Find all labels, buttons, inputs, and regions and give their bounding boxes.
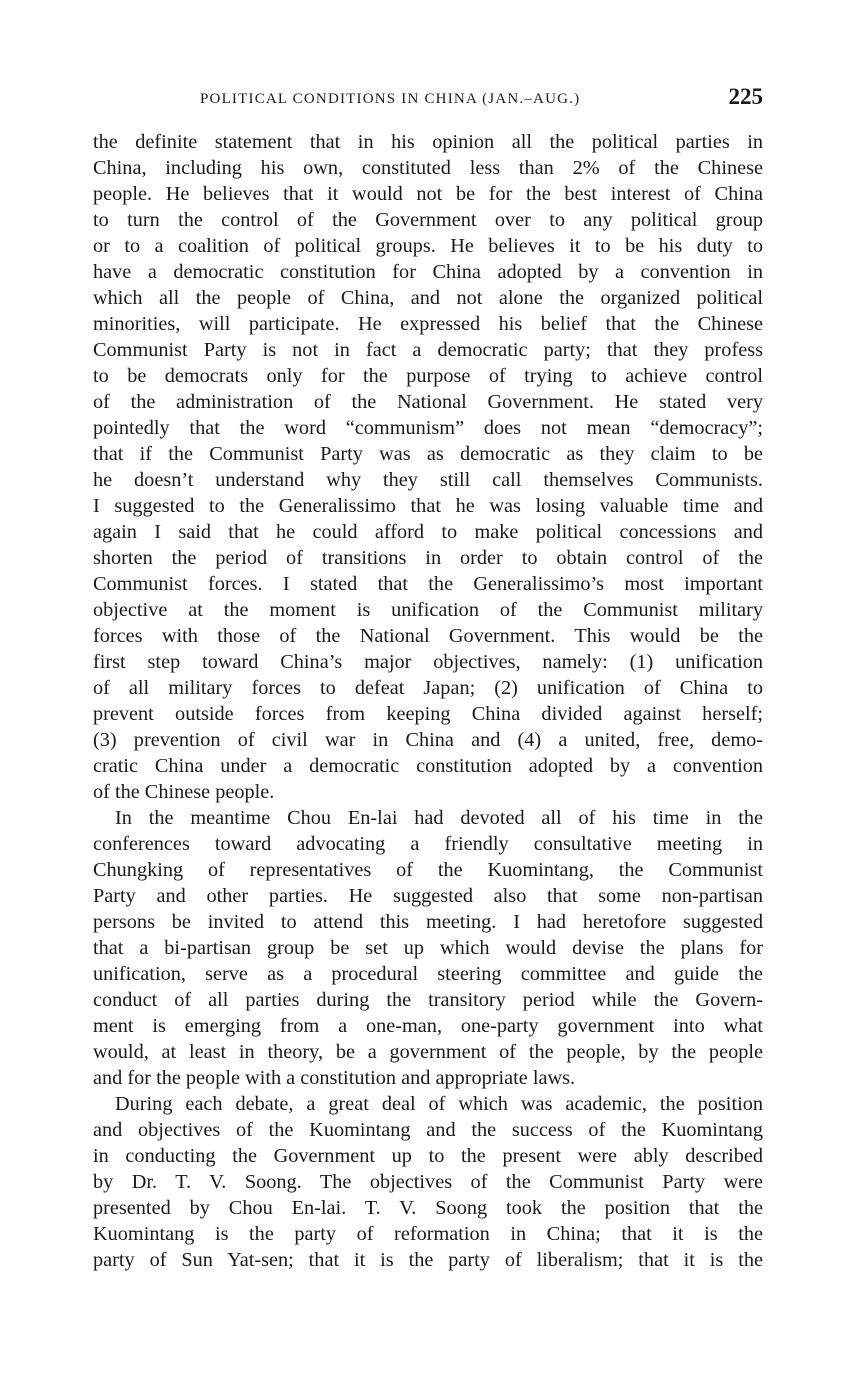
text-line: persons be invited to attend this meeting. I had heretofore suggested	[93, 911, 763, 933]
text-line: people. He believes that it would not be for the best interest of China	[93, 183, 763, 205]
text-line: that a bi-partisan group be set up which would devise the plans for	[93, 937, 763, 959]
text-line: Communist forces. I stated that the Generalissimo’s most important	[93, 573, 763, 595]
text-line: Party and other parties. He suggested also that some non-partisan	[93, 885, 763, 907]
page-header	[93, 84, 763, 114]
text-line: conferences toward advocating a friendly consultative meeting in	[93, 833, 763, 855]
text-line: During each debate, a great deal of which was academic, the position	[115, 1093, 763, 1115]
text-line: In the meantime Chou En-lai had devoted all of his time in the	[115, 807, 763, 829]
text-line: by Dr. T. V. Soong. The objectives of the Communist Party were	[93, 1171, 763, 1193]
text-line: to be democrats only for the purpose of trying to achieve control	[93, 365, 763, 387]
text-line: to turn the control of the Government over to any political group	[93, 209, 763, 231]
running-head: POLITICAL CONDITIONS IN CHINA (JAN.–AUG.)	[200, 91, 581, 107]
text-line: pointedly that the word “communism” does not mean “democracy”;	[93, 417, 763, 439]
text-line: again I said that he could afford to make political concessions and	[93, 521, 763, 543]
text-line: I suggested to the Generalissimo that he was losing valuable time and	[93, 495, 763, 517]
text-line: presented by Chou En-lai. T. V. Soong took the position that the	[93, 1197, 763, 1219]
text-line: first step toward China’s major objectives, namely: (1) unification	[93, 651, 763, 673]
text-line: would, at least in theory, be a government of the people, by the people	[93, 1041, 763, 1063]
text-line: shorten the period of transitions in order to obtain control of the	[93, 547, 763, 569]
text-line: Kuomintang is the party of reformation in China; that it is the	[93, 1223, 763, 1245]
text-line: unification, serve as a procedural steering committee and guide the	[93, 963, 763, 985]
text-line: (3) prevention of civil war in China and (4) a united, free, demo-	[93, 729, 763, 751]
text-line: minorities, will participate. He expressed his belief that the Chinese	[93, 313, 763, 335]
text-line: and for the people with a constitution and appropriate laws.	[93, 1067, 576, 1089]
text-line: Chungking of representatives of the Kuomintang, the Communist	[93, 859, 763, 881]
text-line: ment is emerging from a one-man, one-party government into what	[93, 1015, 763, 1037]
text-line: and objectives of the Kuomintang and the success of the Kuomintang	[93, 1119, 763, 1141]
text-line: of all military forces to defeat Japan; (2) unification of China to	[93, 677, 763, 699]
text-line: party of Sun Yat-sen; that it is the party of liberalism; that it is the	[93, 1249, 763, 1271]
text-line: in conducting the Government up to the present were ably described	[93, 1145, 763, 1167]
text-line: or to a coalition of political groups. He believes it to be his duty to	[93, 235, 763, 257]
text-line: forces with those of the National Government. This would be the	[93, 625, 763, 647]
text-line: of the Chinese people.	[93, 781, 275, 803]
body-text	[93, 129, 763, 1273]
text-line: prevent outside forces from keeping China divided against herself;	[93, 703, 763, 725]
text-line: cratic China under a democratic constitution adopted by a convention	[93, 755, 763, 777]
text-line: which all the people of China, and not alone the organized political	[93, 287, 763, 309]
text-line: China, including his own, constituted less than 2% of the Chinese	[93, 157, 763, 179]
text-line: of the administration of the National Government. He stated very	[93, 391, 763, 413]
text-line: Communist Party is not in fact a democratic party; that they profess	[93, 339, 763, 361]
page-number: 225	[728, 84, 763, 109]
text-line: have a democratic constitution for China adopted by a convention in	[93, 261, 763, 283]
text-line: objective at the moment is unification of the Communist military	[93, 599, 763, 621]
text-line: the definite statement that in his opinion all the political parties in	[93, 131, 763, 153]
text-line: he doesn’t understand why they still call themselves Communists.	[93, 469, 763, 491]
text-line: conduct of all parties during the transitory period while the Govern-	[93, 989, 763, 1011]
text-line: that if the Communist Party was as democratic as they claim to be	[93, 443, 763, 465]
